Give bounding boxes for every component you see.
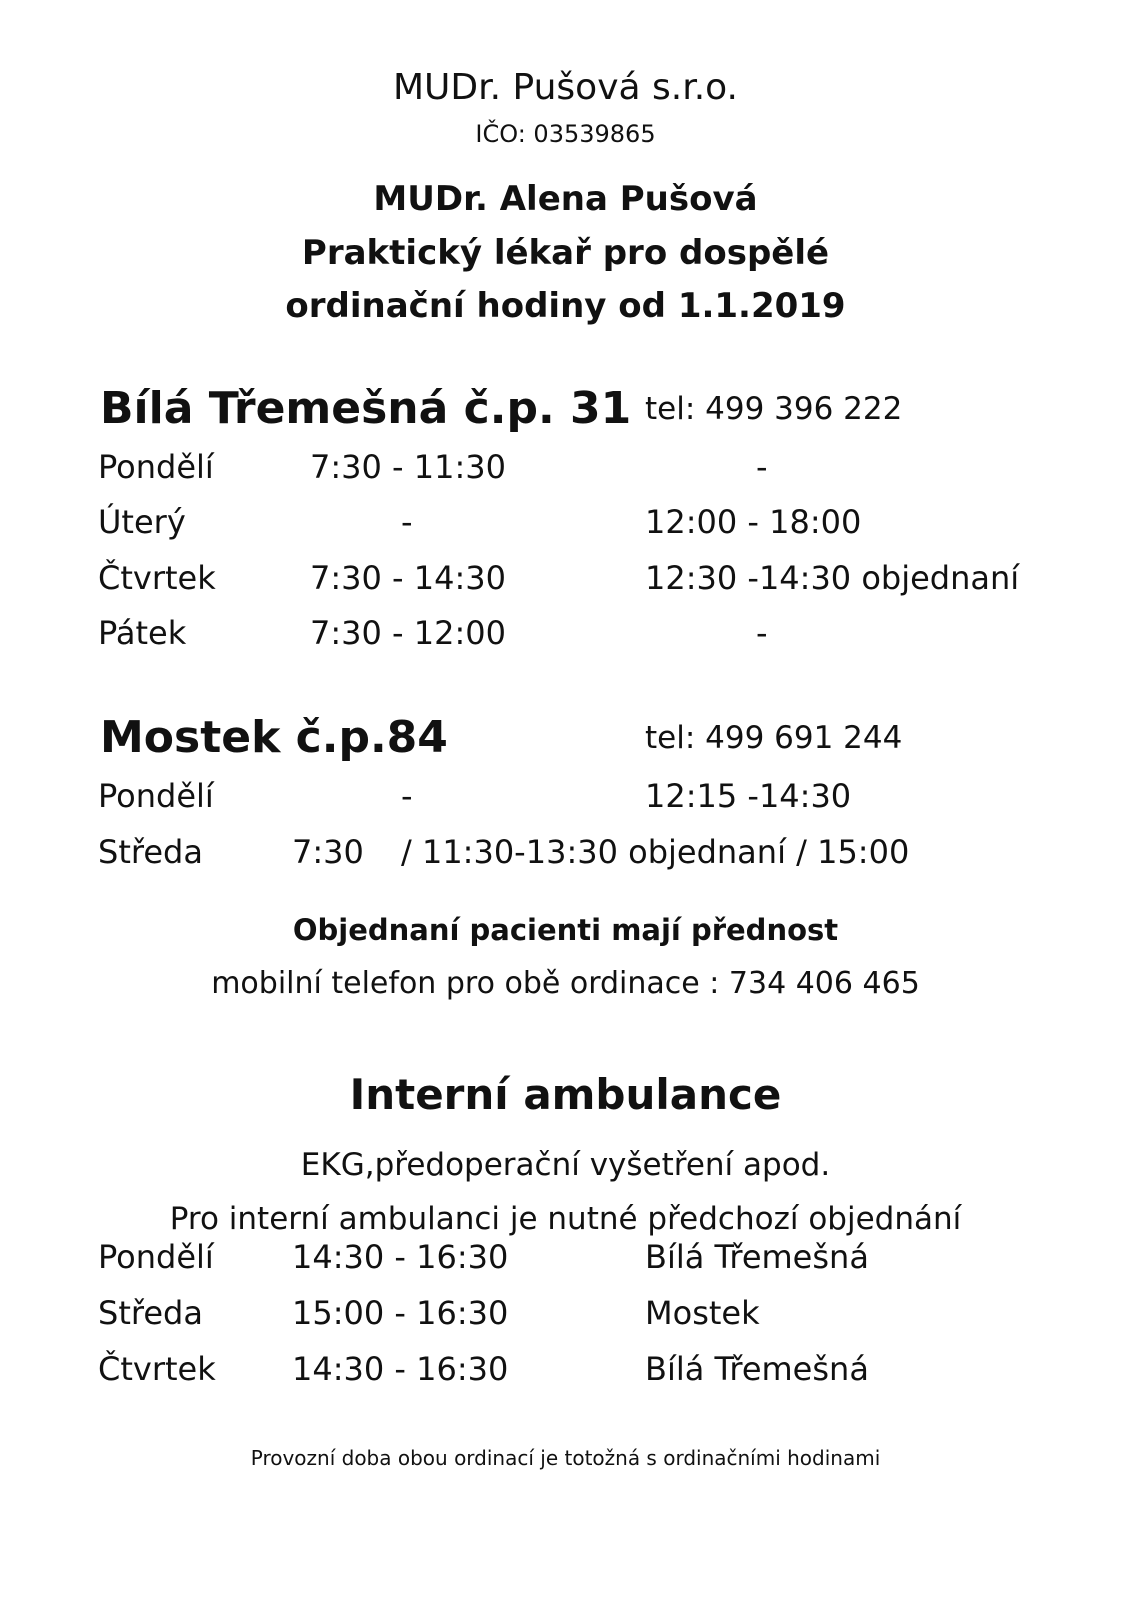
schedule-day: Středa [98,833,203,871]
location-phone-mostek: tel: 499 691 244 [645,720,903,756]
schedule-morning: 7:30 [292,833,364,871]
schedule-afternoon: 12:00 - 18:00 [645,503,862,541]
location-title-bila: Bílá Třemešná č.p. 31 [100,383,632,434]
schedule-day: Pátek [98,614,187,652]
internal-time: 14:30 - 16:30 [292,1350,509,1388]
hours-valid-from: ordinační hodiny od 1.1.2019 [285,286,846,326]
schedule-morning: 7:30 - 11:30 [310,448,506,486]
company-id: IČO: 03539865 [475,120,656,148]
schedule-day: Úterý [98,503,186,541]
internal-day: Čtvrtek [98,1350,216,1388]
priority-note: Objednaní pacienti mají přednost [292,913,839,947]
location-title-mostek: Mostek č.p.84 [100,712,448,763]
internal-day: Pondělí [98,1238,214,1276]
internal-time: 15:00 - 16:30 [292,1294,509,1332]
footer-note: Provozní doba obou ordinací je totožná s ordinačními hodinami [250,1446,881,1470]
schedule-morning: - [401,777,413,815]
schedule-afternoon: 12:30 -14:30 objednaní [645,559,1020,597]
internal-title: Interní ambulance [349,1070,782,1119]
internal-place: Mostek [645,1294,760,1332]
schedule-day: Čtvrtek [98,559,216,597]
location-phone-bila: tel: 499 396 222 [645,391,903,427]
schedule-afternoon: 12:15 -14:30 [645,777,852,815]
schedule-morning: 7:30 - 12:00 [310,614,506,652]
schedule-afternoon: / 11:30-13:30 objednaní / 15:00 [401,833,910,871]
mobile-phone-note: mobilní telefon pro obě ordinace : 734 406 465 [211,966,920,1001]
schedule-day: Pondělí [98,777,214,815]
internal-requirement: Pro interní ambulanci je nutné předchozí objednání [169,1201,962,1237]
internal-place: Bílá Třemešná [645,1238,869,1276]
schedule-day: Pondělí [98,448,214,486]
schedule-afternoon: - [756,448,768,486]
specialty: Praktický lékař pro dospělé [301,233,830,273]
internal-subtitle: EKG,předoperační vyšetření apod. [300,1147,831,1183]
internal-day: Středa [98,1294,203,1332]
internal-time: 14:30 - 16:30 [292,1238,509,1276]
schedule-afternoon: - [756,614,768,652]
schedule-morning: 7:30 - 14:30 [310,559,506,597]
internal-place: Bílá Třemešná [645,1350,869,1388]
company-name: MUDr. Pušová s.r.o. [393,67,738,108]
doctor-name: MUDr. Alena Pušová [373,179,758,219]
schedule-morning: - [401,503,413,541]
